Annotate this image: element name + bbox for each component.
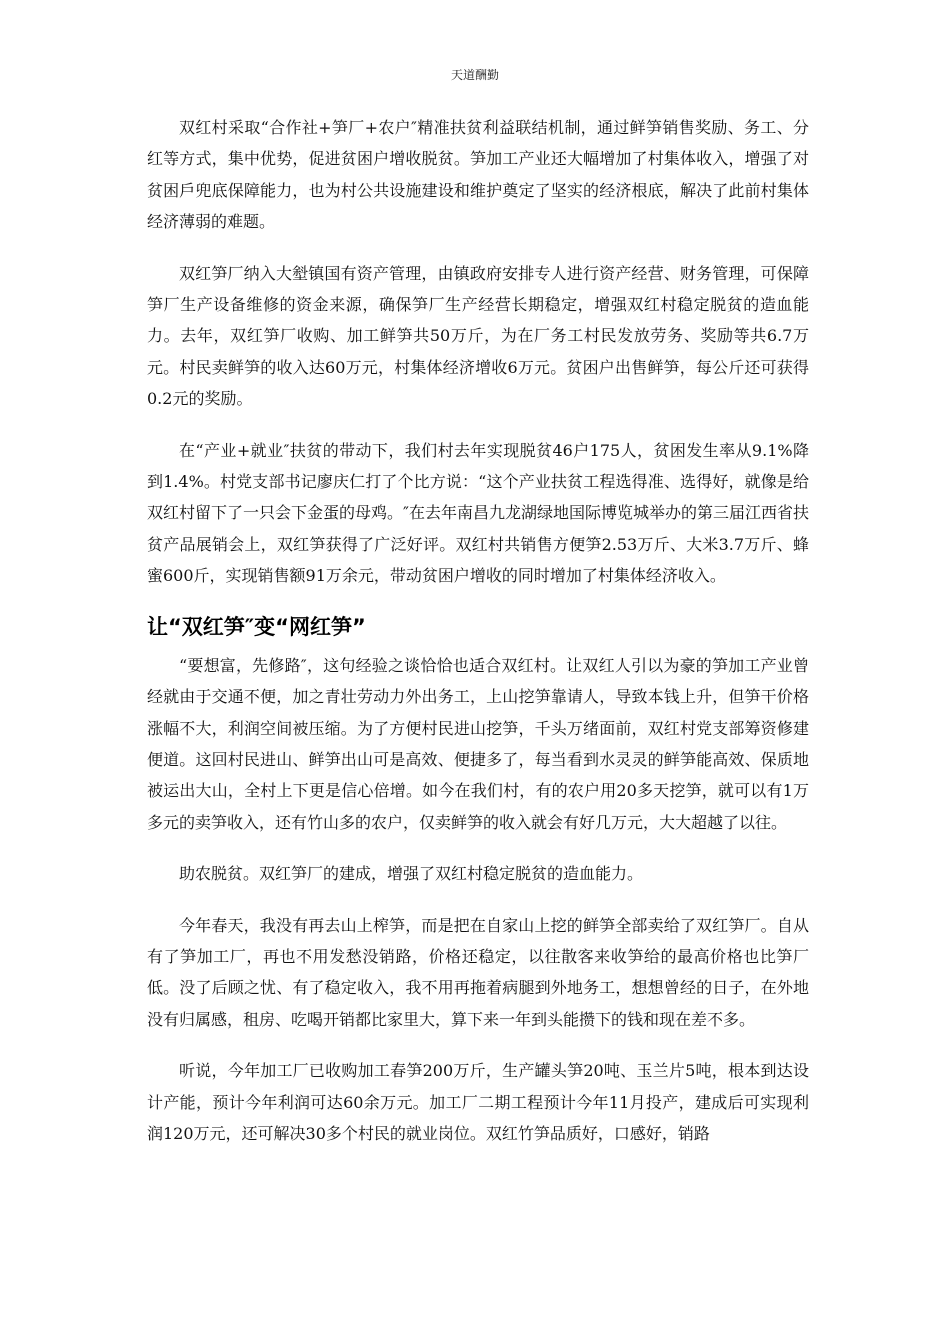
paragraph-poverty-results: 在“产业+就业″扶贫的带动下，我们村去年实现脱贫46户175人，贫困发生率从9.1%降到1.4%。村党支部书记廖庆仁打了个比方说：“这个产业扶贫工程选得准、选得好，就像是给双红村留下了一只会下金蛋的母鸡。″在去年南昌九龙湖绿地国际博览城举办的第三届江西省扶贫产品展销会上，双红笋获得了广泛好评。双红村共销售方便笋2.53万斤、大米3.7万斤、蜂蜜600斤，实现销售额91万余元，带动贫困户增收的同时增加了村集体经济收入。 xyxy=(147,440,809,586)
paragraph-cooperative-mechanism: 双红村采取“合作社+笋厂+农户″精准扶贫利益联结机制，通过鲜笋销售奖励、务工、分红等方式，集中优势，促进贫困户增收脱贫。笋加工产业还大幅增加了村集体收入，增强了对贫困戶兜底保障能力，也为村公共设施建设和维护奠定了坚实的经济根底，解决了此前村集体经济薄弱的难题。 xyxy=(147,118,809,232)
document-body xyxy=(147,112,809,1169)
page-header: 天道酬勤 xyxy=(450,68,499,82)
paragraph-villager-story: 今年春天，我没有再去山上榨笋，而是把在自家山上挖的鲜笋全部卖给了双红笋厂。自从有了笋加工厂，再也不用发愁没销路，价格还稳定，以往散客来收笋给的最高价格也比笋厂低。没了后顾之忧、有了稳定收入，我不用再拖着病腿到外地务工，想想曾经的日子，在外地没有归属感，租房、吃喝开销都比家里大，算下来一年到头能攒下的钱和现在差不多。 xyxy=(147,915,809,1029)
paragraph-road-building: “要想富，先修路″，这句经验之谈恰恰也适合双红村。让双红人引以为豪的笋加工产业曾经就由于交通不便，加之青壮劳动力外出务工，上山挖笋靠请人，导致本钱上升，但笋干价格涨幅不大，利润空间被压缩。为了方便村民进山挖笋，千头万绪面前，双红村党支部筹资修建便道。这回村民进山、鲜笋出山可是高效、便捷多了，每当看到水灵灵的鲜笋能高效、保质地被运出大山，全村上下更是信心倍增。如今在我们村，有的农户用20多天挖笋，就可以有1万多元的卖笋收入，还有竹山多的农户，仅卖鲜笋的收入就会有好几万元，大大超越了以往。 xyxy=(147,655,809,832)
section-title: 让“双红笋″变“网红笋” xyxy=(147,614,366,639)
paragraph-factory-management: 双红笋厂纳入大㙦镇国有资产管理，由镇政府安排专人进行资产经营、财务管理，可保障笋厂生产设备维修的资金来源，确保笋厂生产经营长期稳定，增强双红村稳定脱贫的造血能力。去年，双红笋厂收购、加工鲜笋共50万斤，为在厂务工村民发放劳务、奖励等共6.7万元。村民卖鲜笋的收入达60万元，村集体经济增收6万元。贫困户出售鲜笋，每公斤还可获得0.2元的奖励。 xyxy=(147,263,809,409)
paragraph-factory-outlook: 听说，今年加工厂已收购加工春笋200万斤，生产罐头笋20吨、玉兰片5吨，根本到达设计产能，预计今年利润可达60余万元。加工厂二期工程预计今年11月投产，建成后可实现利润120万元，还可解决30多个村民的就业岗位。双红竹笋品质好，口感好，销路 xyxy=(147,1061,809,1143)
paragraph-helping-farmers: 助农脱贫。双红笋厂的建成，增强了双红村稳定脱贫的造血能力。 xyxy=(179,864,644,884)
